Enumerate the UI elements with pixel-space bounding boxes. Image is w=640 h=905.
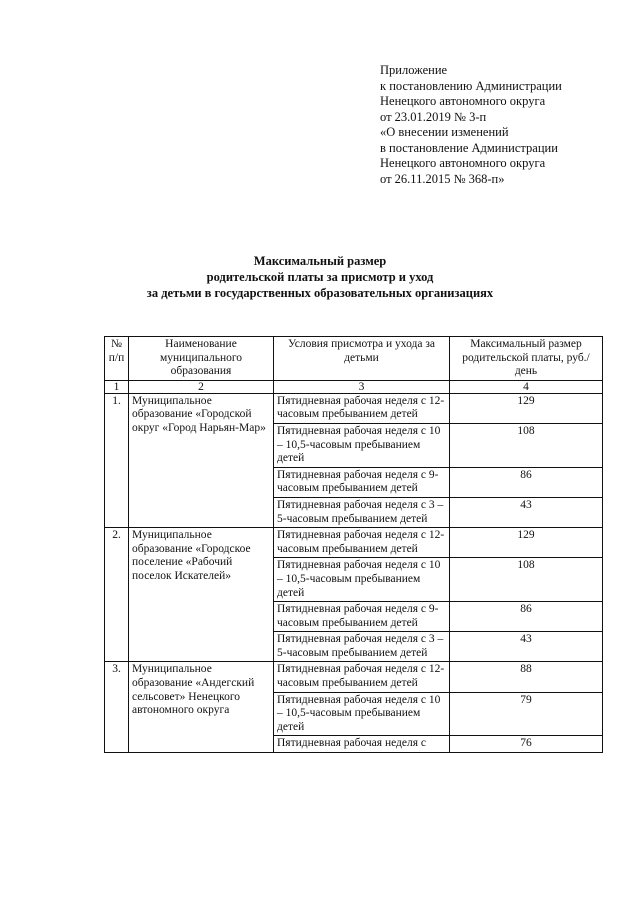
column-number: 4 — [450, 380, 603, 393]
column-number: 3 — [274, 380, 450, 393]
title-line: Максимальный размер — [253, 254, 387, 268]
condition-cell: Пятидневная рабочая неделя с 12-часовым пребыванием детей — [274, 662, 450, 692]
title-line: родительской платы за присмотр и уход — [206, 270, 434, 284]
condition-cell: Пятидневная рабочая неделя с — [274, 736, 450, 753]
title-line: за детьми в государственных образовательных организациях — [146, 286, 494, 300]
condition-cell: Пятидневная рабочая неделя с 10 – 10,5-часовым пребыванием детей — [274, 558, 450, 602]
table-row — [105, 393, 603, 423]
appendix-block — [380, 63, 562, 187]
municipality-name: Муниципальное образование «Городское поселение «Рабочий поселок Искателей» — [129, 528, 274, 662]
table-row — [105, 662, 603, 692]
condition-cell: Пятидневная рабочая неделя с 9-часовым пребыванием детей — [274, 467, 450, 497]
appendix-line: к постановлению Администрации — [380, 78, 562, 93]
municipality-name: Муниципальное образование «Городской округ «Город Нарьян-Мар» — [129, 393, 274, 527]
condition-cell: Пятидневная рабочая неделя с 3 – 5-часовым пребыванием детей — [274, 632, 450, 662]
condition-cell: Пятидневная рабочая неделя с 10 – 10,5-часовым пребыванием детей — [274, 423, 450, 467]
appendix-line: Ненецкого автономного округа — [380, 94, 546, 108]
appendix-line: от 26.11.2015 № 368-п» — [380, 171, 505, 186]
table-header-row — [105, 337, 603, 381]
fee-cell: 43 — [450, 497, 603, 527]
appendix-line: в постановление Администрации — [380, 140, 558, 155]
table-row — [105, 528, 603, 558]
municipality-name: Муниципальное образование «Андегский сельсовет» Ненецкого автономного округа — [129, 662, 274, 753]
row-number: 2. — [105, 528, 129, 662]
row-number: 1. — [105, 393, 129, 527]
fee-cell: 129 — [450, 393, 603, 423]
fee-cell: 88 — [450, 662, 603, 692]
fees-table — [104, 336, 603, 753]
header-municipality: Наименование муниципального образования — [129, 337, 274, 381]
condition-cell: Пятидневная рабочая неделя с 12-часовым пребыванием детей — [274, 528, 450, 558]
condition-cell: Пятидневная рабочая неделя с 3 – 5-часовым пребыванием детей — [274, 497, 450, 527]
column-number-row — [105, 380, 603, 393]
fee-cell: 86 — [450, 467, 603, 497]
appendix-line: Приложение — [380, 63, 448, 77]
fee-cell: 43 — [450, 632, 603, 662]
appendix-line: от 23.01.2019 № 3-п — [380, 109, 487, 124]
fee-cell: 79 — [450, 692, 603, 736]
fee-cell: 108 — [450, 558, 603, 602]
fee-cell: 76 — [450, 736, 603, 753]
fee-cell: 108 — [450, 423, 603, 467]
header-number: № п/п — [105, 337, 129, 381]
fee-cell: 129 — [450, 528, 603, 558]
appendix-line: Ненецкого автономного округа — [380, 156, 546, 170]
column-number: 2 — [129, 380, 274, 393]
fee-cell: 86 — [450, 602, 603, 632]
condition-cell: Пятидневная рабочая неделя с 10 – 10,5-часовым пребыванием детей — [274, 692, 450, 736]
condition-cell: Пятидневная рабочая неделя с 9-часовым пребыванием детей — [274, 602, 450, 632]
document-title — [0, 253, 640, 301]
row-number: 3. — [105, 662, 129, 753]
column-number: 1 — [105, 380, 129, 393]
header-max-fee: Максимальный размер родительской платы, руб./день — [450, 337, 603, 381]
condition-cell: Пятидневная рабочая неделя с 12-часовым пребыванием детей — [274, 393, 450, 423]
header-conditions: Условия присмотра и ухода за детьми — [274, 337, 450, 381]
appendix-line: «О внесении изменений — [380, 125, 509, 139]
